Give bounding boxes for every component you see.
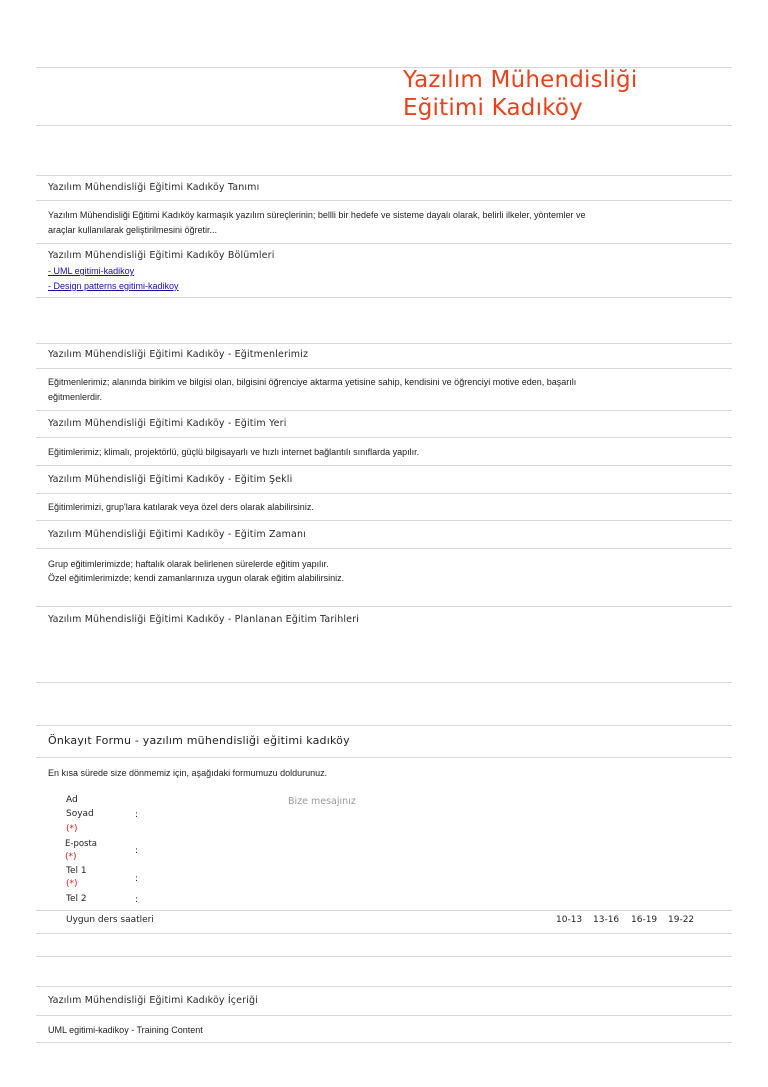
section-heading-icerik: Yazılım Mühendisliği Eğitimi Kadıköy İçeriği xyxy=(48,995,258,1006)
divider xyxy=(36,493,732,494)
divider xyxy=(36,910,732,911)
page-title-line1: Yazılım Mühendisliği xyxy=(403,67,638,93)
yer-text: Eğitimlerimiz; klimalı, projektörlü, güçlü bilgisayarlı ve hızlı internet bağlantılı sınıflarda yapılır. xyxy=(48,447,420,457)
message-textarea[interactable]: Bize mesajınız xyxy=(288,796,356,807)
section-heading-yer: Yazılım Mühendisliği Eğitimi Kadıköy - Eğitim Yeri xyxy=(48,418,287,429)
divider xyxy=(36,725,732,726)
divider xyxy=(36,606,732,607)
required-marker-eposta: (*) xyxy=(65,852,77,862)
divider xyxy=(36,297,732,298)
section-heading-tanim: Yazılım Mühendisliği Eğitimi Kadıköy Tanımı xyxy=(48,182,260,193)
divider xyxy=(36,175,732,176)
icerik-text: UML egitimi-kadikoy - Training Content xyxy=(48,1025,203,1035)
hour-slot-19-22[interactable]: 19-22 xyxy=(668,915,695,925)
link-uml-egitimi[interactable]: - UML egitimi-kadikoy xyxy=(48,266,135,276)
colon-tel2: : xyxy=(135,895,139,905)
label-soyad: Soyad xyxy=(66,809,94,819)
page-title-line2: Eğitimi Kadıköy xyxy=(403,95,583,121)
divider xyxy=(36,243,732,244)
egitmen-text-line1: Eğitmenlerimiz; alanında birikim ve bilgisi olan, bilgisini öğrenciye aktarma yetisine sahip, kendisini ve öğrenciyi motive eden, başarılı xyxy=(48,377,577,387)
form-intro: En kısa sürede size dönmemiz için, aşağıdaki formumuzu doldurunuz. xyxy=(48,768,328,778)
required-marker-soyad: (*) xyxy=(66,824,78,834)
label-tel1: Tel 1 xyxy=(66,866,87,876)
section-heading-zaman: Yazılım Mühendisliği Eğitimi Kadıköy - Eğitim Zamanı xyxy=(48,529,306,540)
section-heading-bolumler: Yazılım Mühendisliği Eğitimi Kadıköy Bölümleri xyxy=(48,250,275,261)
divider xyxy=(36,956,732,957)
divider xyxy=(36,465,732,466)
divider xyxy=(36,520,732,521)
zaman-text-line1: Grup eğitimlerimizde; haftalık olarak belirlenen sürelerde eğitim yapılır. xyxy=(48,559,329,569)
required-marker-tel1: (*) xyxy=(66,879,78,889)
label-uygun-saatler: Uygun ders saatleri xyxy=(66,915,154,925)
divider xyxy=(36,343,732,344)
divider xyxy=(36,933,732,934)
document-page xyxy=(36,0,732,1087)
section-heading-tarihler: Yazılım Mühendisliği Eğitimi Kadıköy - Planlanan Eğitim Tarihleri xyxy=(48,614,360,625)
divider xyxy=(36,1015,732,1016)
divider xyxy=(36,437,732,438)
tanim-text-line1: Yazılım Mühendisliği Eğitimi Kadıköy karmaşık yazılım süreçlerinin; bellli bir hedefe ve sisteme dayalı olarak, belirli ilkeler, yöntemler ve xyxy=(48,210,586,220)
hour-slot-16-19[interactable]: 16-19 xyxy=(631,915,658,925)
divider xyxy=(36,986,732,987)
link-design-patterns-egitimi[interactable]: - Design patterns egitimi-kadikoy xyxy=(48,281,179,291)
divider xyxy=(36,410,732,411)
hour-slot-10-13[interactable]: 10-13 xyxy=(556,915,583,925)
page-title xyxy=(403,66,637,122)
section-heading-egitmenler: Yazılım Mühendisliği Eğitimi Kadıköy - Eğitmenlerimiz xyxy=(48,349,309,360)
divider xyxy=(36,1042,732,1043)
section-heading-sekil: Yazılım Mühendisliği Eğitimi Kadıköy - Eğitim Şekli xyxy=(48,474,293,485)
label-eposta: E-posta xyxy=(65,839,98,849)
colon-tel1: : xyxy=(135,874,139,884)
label-ad: Ad xyxy=(66,795,78,805)
colon-soyad: : xyxy=(135,810,139,820)
colon-eposta: : xyxy=(135,846,139,856)
divider xyxy=(36,682,732,683)
divider xyxy=(36,125,732,126)
divider xyxy=(36,548,732,549)
zaman-text-line2: Özel eğitimlerimizde; kendi zamanlarınıza uygun olarak eğitim alabilirsiniz. xyxy=(48,573,345,583)
hour-slot-13-16[interactable]: 13-16 xyxy=(593,915,620,925)
label-tel2: Tel 2 xyxy=(66,894,87,904)
divider xyxy=(36,757,732,758)
form-title: Önkayıt Formu - yazılım mühendisliği eğitimi kadıköy xyxy=(48,734,350,747)
tanim-text-line2: araçlar kullanılarak geliştirilmesini öğretir... xyxy=(48,225,218,235)
sekil-text: Eğitimlerimizi, grup'lara katılarak veya özel ders olarak alabilirsiniz. xyxy=(48,502,314,512)
divider xyxy=(36,368,732,369)
egitmen-text-line2: eğitmenlerdir. xyxy=(48,392,103,402)
divider xyxy=(36,200,732,201)
